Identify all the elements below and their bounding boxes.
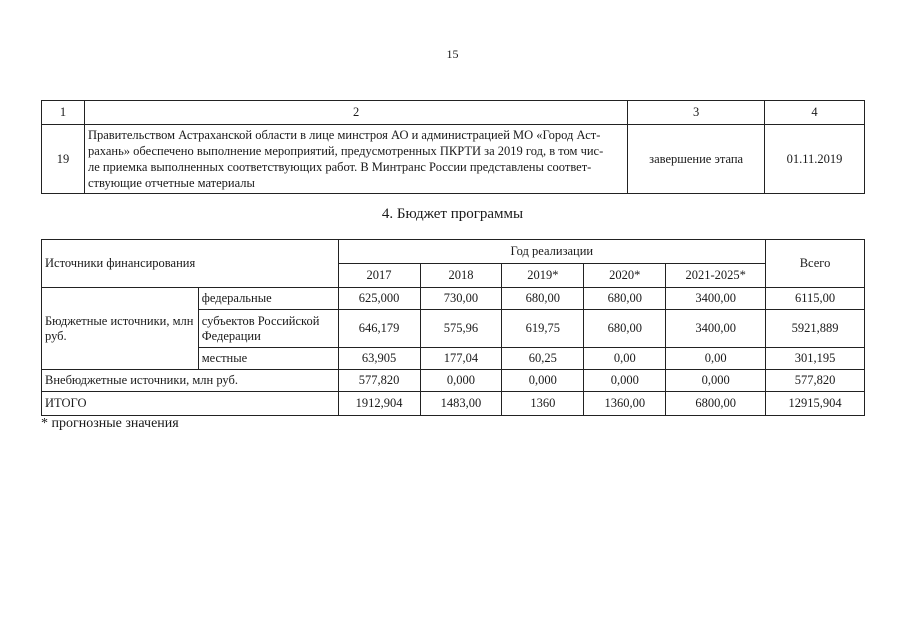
cell-value: 177,04 [420,348,502,370]
description-line: рахань» обеспечено выполнение мероприятий, предусмотренных ПКРТИ за 2019 год, в том чис- [87,144,604,158]
cell-value: 1912,904 [338,392,420,416]
year-col: 2017 [338,264,420,288]
cell-value: 625,000 [338,288,420,310]
section-title: 4. Бюджет программы [381,206,524,222]
itogo-label: ИТОГО [42,392,339,416]
budget-header-row [42,240,865,264]
footnote: * прогнозные значения [41,416,179,431]
cell-total: 577,820 [766,370,865,392]
cell-value: 730,00 [420,288,502,310]
cell-value: 0,000 [584,370,666,392]
cell-total: 301,195 [766,348,865,370]
year-col: 2021-2025* [666,264,766,288]
cell-total: 5921,889 [766,310,865,348]
cell-total: 6115,00 [766,288,865,310]
header-col-4: 4 [765,101,865,125]
cell-value: 575,96 [420,310,502,348]
budget-table [41,239,865,416]
cell-value: 1360,00 [584,392,666,416]
cell-value: 3400,00 [666,288,766,310]
cell-value: 680,00 [584,288,666,310]
cell-value: 63,905 [338,348,420,370]
cell-value: 680,00 [584,310,666,348]
cell-value: 0,000 [420,370,502,392]
cell-value: 6800,00 [666,392,766,416]
table-row [42,288,865,310]
description-line: ле приемка выполненных соответствующих работ. В Минтранс России представлены соответ- [87,160,592,174]
offbudget-label: Внебюджетные источники, млн руб. [42,370,339,392]
page-number: 15 [446,47,459,61]
description-line: ствующие отчетные материалы [87,176,255,190]
description-line: Правительством Астраханской области в лице минстроя АО и администрацией МО «Город Аст- [87,128,601,142]
row-date: 01.11.2019 [765,125,865,194]
row-number: 19 [42,125,85,194]
row-label: федеральные [198,288,338,310]
cell-value: 577,820 [338,370,420,392]
events-header-row [42,101,865,125]
table-row [42,125,865,194]
budget-group-label: Бюджетные источники, млн руб. [42,288,199,370]
table-row [42,392,865,416]
cell-value: 3400,00 [666,310,766,348]
total-header: Всего [766,240,865,288]
cell-value: 0,000 [502,370,584,392]
cell-total: 12915,904 [766,392,865,416]
year-col: 2018 [420,264,502,288]
cell-value: 60,25 [502,348,584,370]
header-col-3: 3 [628,101,765,125]
year-col: 2020* [584,264,666,288]
row-label: субъектов Российской Федерации [198,310,338,348]
header-col-2: 2 [84,101,627,125]
row-label: местные [198,348,338,370]
table-row [42,370,865,392]
row-status: завершение этапа [628,125,765,194]
year-header: Год реализации [338,240,765,264]
cell-value: 646,179 [338,310,420,348]
cell-value: 680,00 [502,288,584,310]
cell-value: 0,000 [666,370,766,392]
events-table [41,100,865,194]
source-header: Источники финансирования [42,240,339,288]
cell-value: 1360 [502,392,584,416]
cell-value: 0,00 [584,348,666,370]
cell-value: 0,00 [666,348,766,370]
header-col-1: 1 [42,101,85,125]
year-col: 2019* [502,264,584,288]
cell-value: 1483,00 [420,392,502,416]
cell-value: 619,75 [502,310,584,348]
row-description [84,125,627,194]
